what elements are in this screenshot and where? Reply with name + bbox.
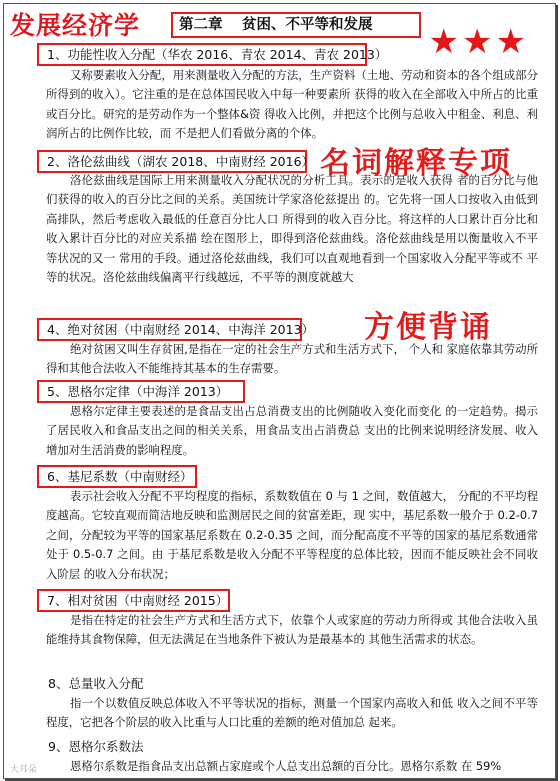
section-body: 指一个以数值反映总体收入不平等状况的指标，测量一个国家内高收入和低 收入之间不平等程度，它把各个阶层的收入比重与人口比重的差额的绝对值加总 起来。 [46, 696, 538, 730]
section-heading: 4、绝对贫困（中南财经 2014、中海洋 2013） [37, 318, 302, 341]
chapter-title: 第二章 贫困、不平等和发展 [171, 12, 421, 38]
subject-title: 发展经济学 [10, 11, 141, 40]
section-body: 恩格尔定律主要表述的是食品支出占总消费支出的比例随收入变化而变化 的一定趋势。揭示了居民收入和食品支出之间的相关关系，用食品支出占消费总 支出的比例来说明经济发展、收入增加对生活消费的影响程度。 [46, 404, 538, 457]
section-heading: 8、总量收入分配 [48, 676, 144, 691]
section-heading: 7、相对贫困（中南财经 2015） [37, 589, 230, 612]
section-body: 洛伦兹曲线是国际上用来测量收入分配状况的分析工具。表示的是收入获得 者的百分比与他们获得的收入的百分比之间的关系。美国统计学家洛伦兹提出 的。它先将一国人口按收入由低到高排队，然后考虑收入最低的任意百分比人口 所得到的收入百分比。将这样的人口累计百分比和收入累计百分比的对应关系描 绘在图形上，即得到洛伦兹曲线。洛伦兹曲线是用以衡量收入不平等状况的又一 常用的手段。通过洛伦兹曲线，我们可以直观地看到一个国家收入分配平等或不 平等的状况。洛伦兹曲线偏离平行线越远，不平等的测度就越大 [46, 173, 538, 285]
document-page [3, 3, 556, 779]
star-rating: ★★★ [428, 22, 529, 62]
section-heading: 6、基尼系数（中南财经） [37, 465, 197, 488]
section-body: 又称要素收入分配，用来测量收入分配的方法，生产资料（土地、劳动和资本的各个组成部分所得到的收入）。它注重的是在总体国民收入中每一种要素所 获得的收入在全部收入中所占的比重或百分比。研究的是劳动作为一个整体&资 得收入比例，并把这个比例与总收入中租金、利息、利润所占的比例作比较，而 不是把人们看做分离的个体。 [46, 68, 538, 141]
section-heading: 2、洛伦兹曲线（湖农 2018、中南财经 2016） [37, 150, 307, 173]
section-heading: 5、恩格尔定律（中海洋 2013） [37, 380, 245, 403]
section-body: 表示社会收入分配不平均程度的指标，系数数值在 0 与 1 之间，数值越大， 分配的不平均程度越高。它较直观而简洁地反映和监测居民之间的贫富差距，现 实中，基尼系数一般介于 0.2-0.7 之间，分配较为平等的国家基尼系数在 0.2-0.35 之间，而分配高度不平等的国家的基尼系数通常处于 0.5-0.7 之间。由 于基尼系数是收入分配不平等程度的总体比较，因而不能反映社会不同收入阶层 的收入分布状况； [46, 489, 538, 581]
section-heading: 1、功能性收入分配（华农 2016、青农 2014、青农 2013） [37, 43, 367, 66]
memorize-overlay: 方便背诵 [364, 310, 492, 345]
section-heading: 9、恩格尔系数法 [48, 739, 144, 754]
section-body: 恩格尔系数是指食品支出总额占家庭或个人总支出总额的百分比。恩格尔系数 在 59% [70, 759, 502, 773]
watermark: 大耳朵 [10, 765, 38, 775]
section-body: 绝对贫困又叫生存贫困,是指在一定的社会生产方式和生活方式下， 个人和 家庭依靠其劳动所得和其他合法收入不能维持其基本的生存需要。 [46, 342, 538, 376]
section-body: 是指在特定的社会生产方式和生活方式下，依靠个人或家庭的劳动力所得或 其他合法收入虽能维持其食物保障，但无法满足在当地条件下被认为是最基本的 其他生活需求的状态。 [46, 613, 538, 647]
terms-overlay: 名词解释专项 [320, 146, 512, 181]
